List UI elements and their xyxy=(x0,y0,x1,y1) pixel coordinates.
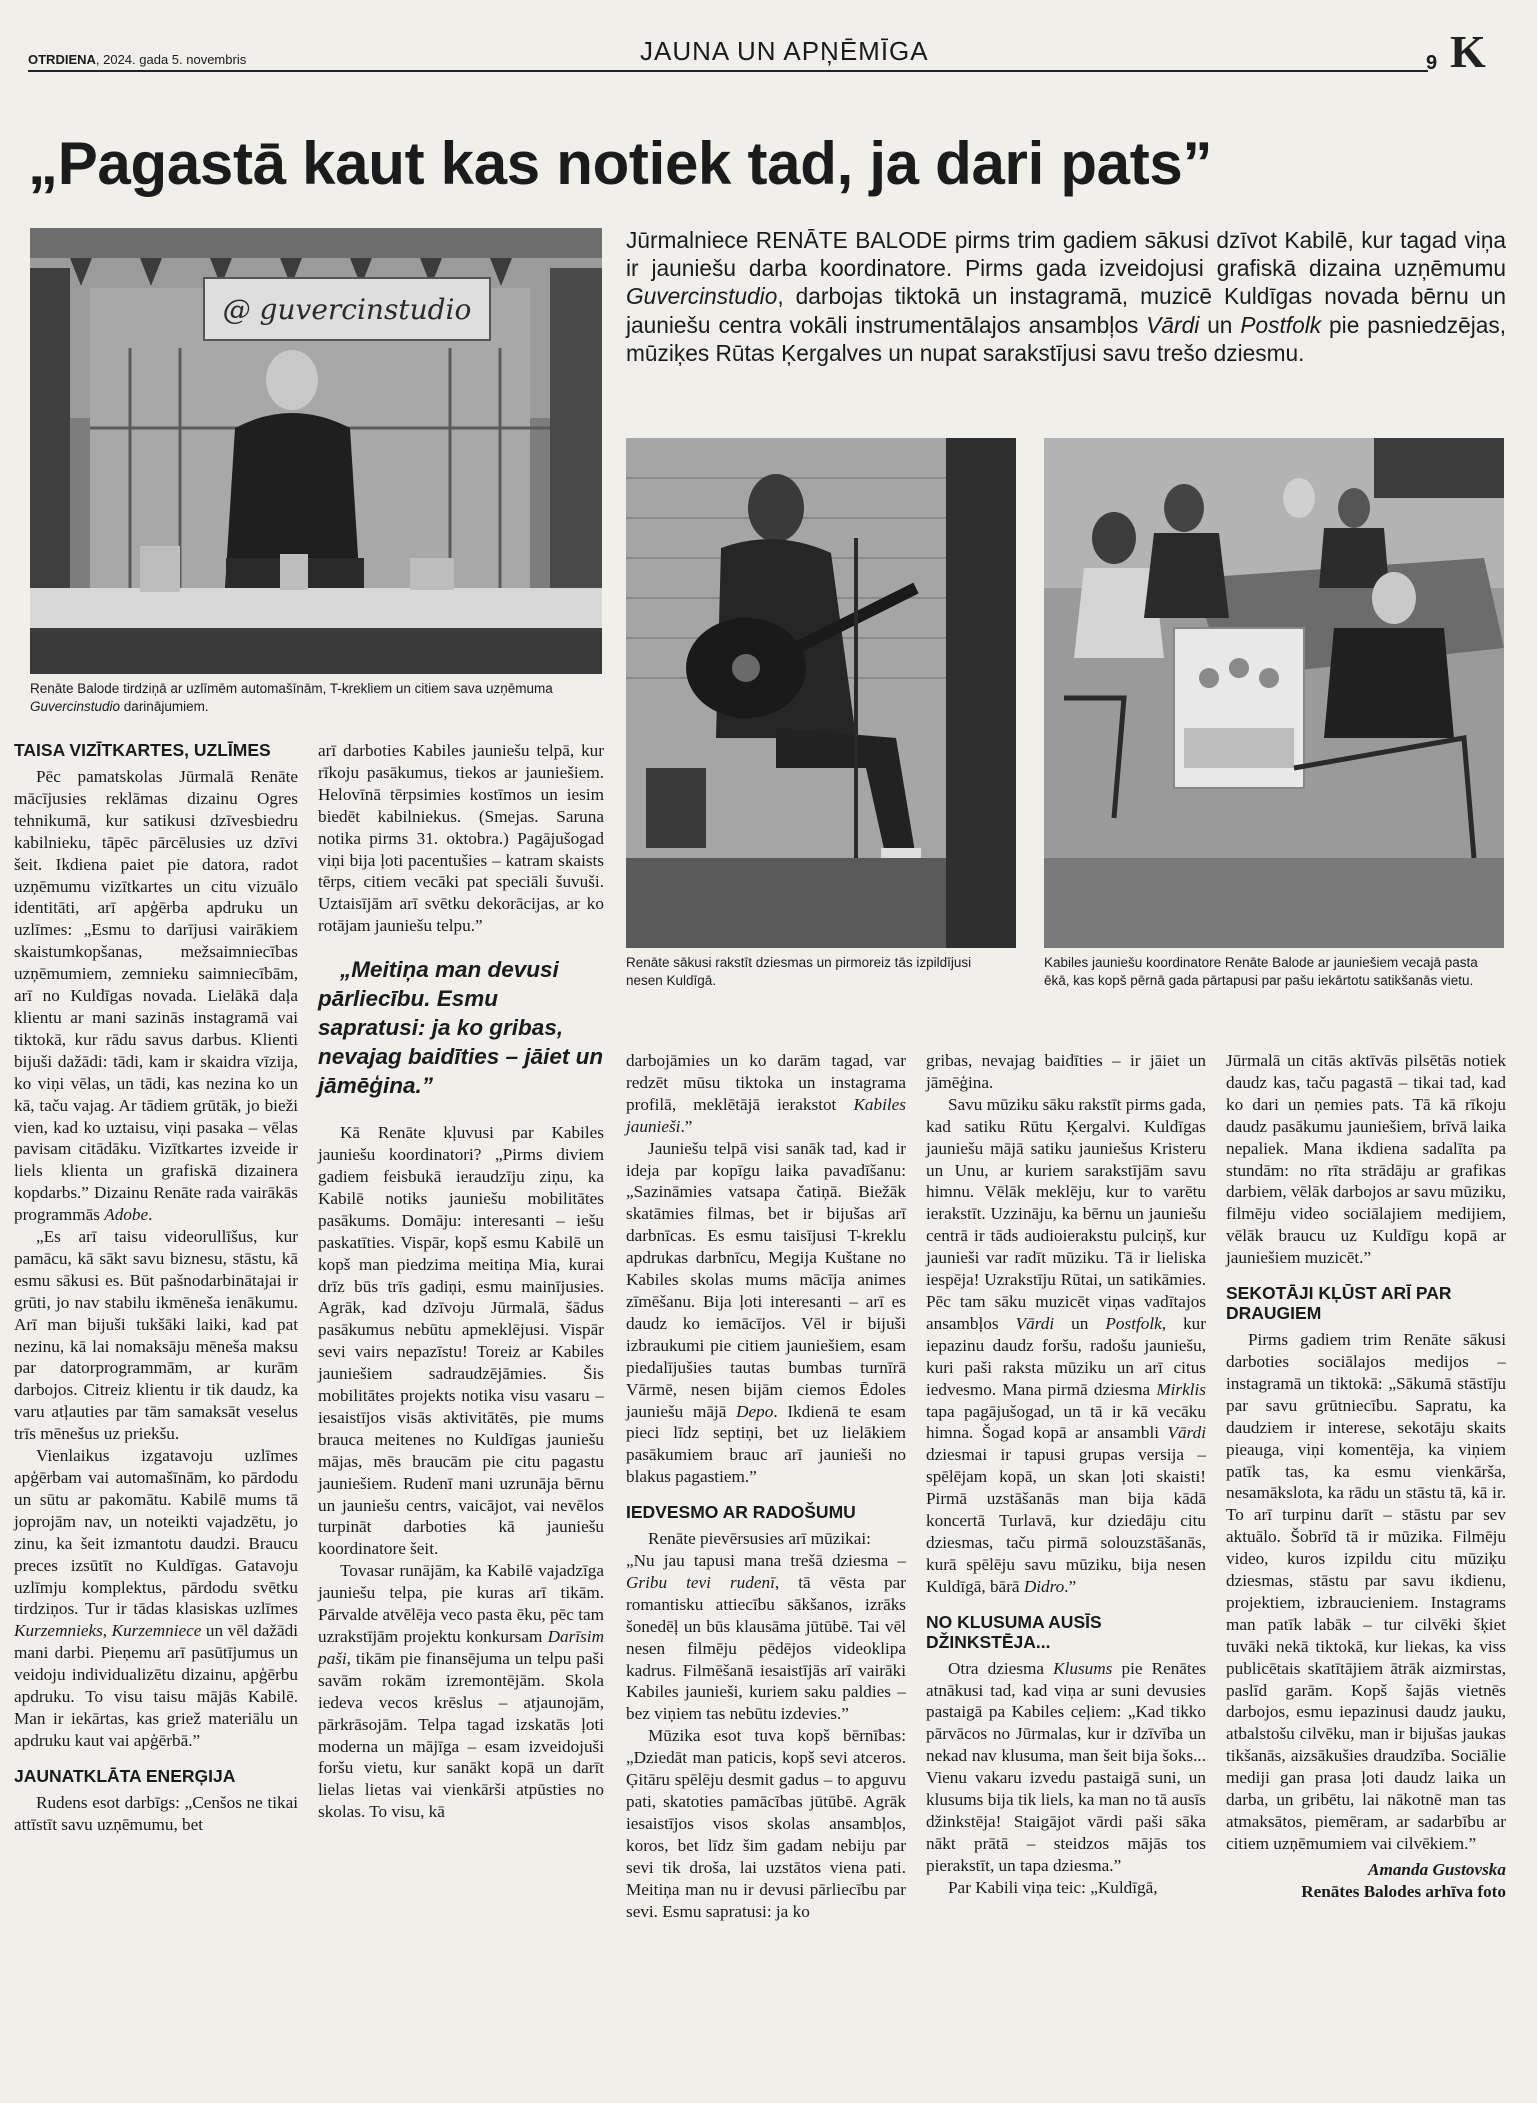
issue-date: OTRDIENA, 2024. gada 5. novembris xyxy=(28,52,247,67)
photo-credit: Renātes Balodes arhīva foto xyxy=(1301,1881,1506,1901)
article-column-2 xyxy=(318,740,604,1823)
paragraph: Kā Renāte kļuvusi par Kabiles jauniešu koordinatori? „Pirms diviem gadiem feisbukā ieraudzīju ziņu, ka Kabilē notiks jauniešu mobilitātes pasākums. Domāju: interesanti – iešu paskatīties. Vispār, kopš esmu Kabilē un kopš man piedzima meitiņa Mia, kurai drīz būs trīs gadiņi, esmu mainījusies. Agrāk, kad dzīvoju Jūrmalā, šādus pasākumus nebūtu apmeklējusi. Vispār sevi vairs nepazīstu! Toreiz ar Kabiles jauniešiem sadraudzējāmies. Šis mobilitātes projekts notika visu vasaru – iesaistījos visās aktivitātēs, pie mums brauca meitenes no Kuldīgas jauniešu mājas, mēs braucām pie citu pagastu jauniešiem. Rudenī mani uzrunāja bērnu un jauniešu centrs, vaicājot, vai nevēlos turpināt darboties kā jauniešu koordinatore šeit. xyxy=(318,1123,604,1559)
subhead-from-silence: NO KLUSUMA AUSĪS DŽINKSTĒJA... xyxy=(926,1611,1102,1652)
masthead-rule xyxy=(28,70,1428,72)
article-column-3 xyxy=(626,1050,906,1922)
photo-guitar xyxy=(626,438,1016,948)
paragraph: arī darboties Kabiles jauniešu telpā, kur rīkoju pasākumus, tiekos ar jauniešiem. Helovīnā tērpsimies kostīmos un iesim biedēt kabilniekus. (Smejas. Saruna notika pirms 31. oktobra.) Pagājušogad viņi bija ļoti pacentušies – katram skaists tērps, citiem vecāki pat speciāli šuvuši. Uztaisījām arī svētku dekorācijas, ar ko rotājam jauniešu telpu.” xyxy=(318,741,604,936)
article-column-4 xyxy=(926,1050,1206,1899)
section-title: JAUNA UN APŅĒMĪGA xyxy=(640,36,929,66)
subhead-followers-friends: SEKOTĀJI KĻŪST ARĪ PAR DRAUGIEM xyxy=(1226,1283,1452,1324)
subhead-new-energy: JAUNATKLĀTA ENERĢIJA xyxy=(14,1765,236,1786)
photo-market-stall-image xyxy=(30,228,602,674)
paragraph: darbojāmies un ko darām tagad, var redzēt mūsu tiktoka un instagrama profilā, meklētājā ierakstot Kabiles jaunieši.” xyxy=(626,1051,906,1136)
paragraph: Pirms gadiem trim Renāte sākusi darboties sociālajos medijos – instagramā un tiktokā: „Sākumā stāstīju par savu grūtniecību. Sapratu, ka daudziem ir interese, sekotāju skaits pieauga, viņi komentēja, ka viņiem patīk tas, ka esmu vienkārša, nesamākslota, ka rādu un stāstu tā, kā ir. To arī turpinu darīt – stāstu par sev aktuālo. Šobrīd tā ir mūzika. Filmēju video, kuros izpildu citu mūziķu dziesmas, stāstu par savu ikdienu, projektiem, izbraucieniem. Instagrams man patīk labāk – tur cilvēki šķiet tuvāki nekā tiktokā, kur liekas, ka viss publicētais skatītājiem ātrāk aizmirstas, paslīd garām. Kopš šajās vietnēs darbojos, esmu iepazinusi daudz jauku, atbalstošu cilvēku, man ir bijušas jaukas tikšanās, aizsākušies draudzība. Sociālie mediji gan prasa ļoti daudz laika un darba, un gribētu, lai nākotnē man tas atmaksātos, piemēram, ar sadarbību ar citiem uzņēmumiem vai cilvēkiem.” xyxy=(1226,1330,1506,1853)
paragraph: Mūzika esot tuva kopš bērnības: „Dziedāt man paticis, kopš sevi atceros. Ģitāru spēlēju desmit gadus – to apguvu pati, skatoties pamācības jūtūbē. Agrāk iesaistījos visos skolas ansambļos, koros, bet līdz šim gadam nebiju par sevi tik droša, lai uzstātos viena pati. Meitiņa man nu ir devusi pārliecību par sevi. Esmu sapratusi: ja ko xyxy=(626,1726,906,1921)
photo-youth-room xyxy=(1044,438,1504,948)
article-column-1 xyxy=(14,740,298,1836)
photo-youth-room-caption: Kabiles jauniešu koordinatore Renāte Balode ar jauniešiem vecajā pasta ēkā, kas kopš pērnā gada pārtapusi par pašu iekārtotu satikšanās vietu. xyxy=(1044,955,1478,988)
author-byline: Amanda Gustovska xyxy=(1367,1859,1506,1879)
paragraph: Vienlaikus izgatavoju uzlīmes apģērbam vai automašīnām, ko pārdodu un sūtu ar pakomātu. Kabilē mums tā joprojām nav, un noteikti vajadzētu, jo zinu, ka šeit izmantotu daudzi. Braucu preces izsūtīt no Kuldīgas. Gatavoju uzlīmju komplektus, pārdodu svētku tirdziņos. Tur ir tādas klasiskas uzlīmes Kurzemnieks, Kurzemniece un vēl dažādi mani darbi. Pieņemu arī pasūtījumus un veidoju individualizētu dizainu, apģērbu apdruku. To visu taisu mājās Kabilē. Man ir iekārtas, kas griež materiālu un apdruku kaut vai apģērbā.” xyxy=(14,1446,298,1750)
paragraph: Par Kabili viņa teic: „Kuldīgā, xyxy=(948,1877,1158,1897)
subhead-inspires: IEDVESMO AR RADOŠUMU xyxy=(626,1502,856,1523)
paragraph: Pēc pamatskolas Jūrmalā Renāte mācījusies reklāmas dizainu Ogres tehnikumā, kur satikusi dzīvesbiedru kabilnieku, tāpēc pārcēlusies uz dzīvi šeit. Ikdiena paiet pie datora, radot uzņēmumu vizītkartes un citu vizuālo identitāti, arī apģērba apdruku un uzlīmes: „Esmu to darījusi vairākiem skaistumkopšanas, mežsaimniecības uzņēmumiem, zemnieku saimniecībām, arī no Kuldīgas novada. Lielākā daļa klientu ar mani sazinās instagramā vai tiktokā, kur rādu savus darbus. Klienti bijuši dažādi: tādi, kam ir skaidra vīzija, ko viņi vēlas, un tādi, kas nezina ko un kā, taču vajag. Ar tādiem grūtāk, jo bieži vien, kad ko uztaisu, viņi pasaka – vēlas pavisam citādāku. Vizītkartes izveide ir liels klienta un grafiskā dizainera kopdarbs.” Dizainu Renāte rada vairākās programmās Adobe. xyxy=(14,767,298,1225)
paragraph: „Es arī taisu videorullīšus, kur pamācu, kā sākt savu biznesu, stāstu, kā esmu sākusi es. Būt pašnodarbinātajai ir grūti, jo nav stabilu ikmēneša ienākumu. Arī man bijuši tukšāki laiki, kad pat nezinu, kā lai nomaksāju mēneša maksu par datorprogrammām, ar kurām darbojos. Citreiz klientu ir tik daudz, ka varu atļauties par tām samaksāt veselus trīs mēnešus uz priekšu. xyxy=(14,1227,298,1444)
subhead-business-cards: TAISA VIZĪTKARTES, UZLĪMES xyxy=(14,740,271,760)
masthead xyxy=(28,26,1508,77)
paragraph: Renāte pievērsusies arī mūzikai: xyxy=(648,1529,871,1549)
page-number: 9 xyxy=(1426,52,1438,74)
headline: „Pagastā kaut kas notiek tad, ja dari pats” xyxy=(28,130,1213,197)
lede: Jūrmalniece RENĀTE BALODE pirms trim gadiem sākusi dzīvot Kabilē, kur tagad viņa ir jauniešu darba koordinatore. Pirms gada izveidojusi grafiskā dizaina uzņēmumu Guvercinstudio, darbojas tiktokā un instagramā, muzicē Kuldīgas novada bērnu un jauniešu centra vokāli instrumentālajos ansambļos Vārdi un Postfolk pie pasniedzējas, mūziķes Rūtas Ķergalves un nupat sarakstījusi savu trešo dziesmu. xyxy=(626,227,1507,366)
photo-market-stall xyxy=(30,228,602,674)
paragraph: Rudens esot darbīgs: „Cenšos ne tikai attīstīt savu uzņēmumu, bet xyxy=(14,1792,298,1834)
stall-sign-text: @ guvercinstudio xyxy=(222,293,472,326)
photo-guitar-image xyxy=(626,438,1016,948)
paragraph: Otra dziesma Klusums pie Renātes atnākusi tad, kad viņa ar suni devusies pastaigā pa Kabiles ceļiem: „Kad tikko pārvācos no Jūrmalas, kur ir dzīvība un nekad nav klusuma, man šeit bija šoks... Vienu vakaru izvedu pastaigā suni, un klusums bija tik liels, ka man no tā ausīs džinkstēja! Staigājot vārdi paši sāka nākt prātā – steidzos mājās tos pierakstīt, un tapa dziesma.” xyxy=(926,1658,1207,1875)
photo-guitar-caption: Renāte sākusi rakstīt dziesmas un pirmoreiz tās izpildījusi nesen Kuldīgā. xyxy=(626,955,972,988)
paragraph: gribas, nevajag baidīties – ir jāiet un jāmēģina. xyxy=(926,1051,1206,1092)
paragraph: Tovasar runājām, ka Kabilē vajadzīga jauniešu telpa, pie kuras arī tikām. Pārvalde atvēlēja veco pasta ēku, pēc tam uzrakstījām projektu konkursam Darīsim paši, tikām pie finansējuma un telpu paši savām rokām izremontējām. Skola iedeva vecos krēslus – atjaunojām, pārkrāsojām. Telpa tagad izskatās ļoti moderna un mājīga – esam izveidojuši foršu vietu, kur sanākt kopā un darīt lielas lietas vai vienkārši atpūsties no skolas. To visu, kā xyxy=(318,1561,604,1822)
pull-quote: „Meitiņa man devusi pārliecību. Esmu sapratusi: ja ko gribas, nevajag baidīties – jāiet un jāmēģina.” xyxy=(318,957,604,1099)
paragraph: Jauniešu telpā visi sanāk tad, kad ir ideja par kopīgu laika pavadīšanu: „Sazināmies vatsapa čatiņā. Biežāk skatāmies filmas, bet ir bijušas arī darbnīcas. Es esmu taisījusi T-kreklu apdrukas darbnīcu, Megija Kuštane no Kabiles skolas mums mācīja animes zīmēšanu. Bija ļoti interesanti – arī es daudz ko iemācījos. Vēl ir bijuši izbraukumi pie citiem jauniešiem, esam piedalījušies tautas bumbas turnīrā Vārmē, nesen bijām ciemos Ēdoles jauniešu mājā Depo. Ikdienā te esam pieci līdz septiņi, bet uz lielākiem pasākumiem brauc arī jaunieši no blakus pagastiem.” xyxy=(626,1138,906,1487)
paragraph: „Nu jau tapusi mana trešā dziesma – Gribu tevi rudenī, tā vēsta par romantisku attiecību sākšanos, izrāks šonedēļ un būs klausāma jūtūbē. Tai vēl nesen filmēju pēdējos videoklipa kadrus. Filmēšanā iesaistījās arī vairāki Kabiles jaunieši, kuriem saku paldies – bez viņiem tas nebūtu izdevies.” xyxy=(626,1551,906,1724)
photo-market-stall-caption: Renāte Balode tirdziņā ar uzlīmēm automašīnām, T-krekliem un citiem sava uzņēmuma Guvercinstudio darinājumiem. xyxy=(30,681,553,714)
paragraph: Savu mūziku sāku rakstīt pirms gada, kad satiku Rūtu Ķergalvi. Kuldīgas jauniešu mājā satiku jauniešus Kristeru un Unu, ar kuriem sarakstījām savu himnu. Vēlāk meklēju, kur to varētu ierakstīt. Uzzināju, ka bērnu un jauniešu centrā ir tāds audioierakstu pulciņš, kur jaunieši var radīt mūziku. Tā ir lieliska iespēja! Uzrakstīju Rūtai, un satikāmies. Pēc tam sāku muzicēt viņas vadītajos ansambļos Vārdi un Postfolk, kur iepazinu daudz foršu, radošu jauniešu, kuri paši raksta mūziku un arī citus iedvesmo. Mana pirmā dziesma Mirklis tapa pagājušogad, un tā ir kā vecāku himna. Šogad kopā ar ansambli Vārdi dziesmai ir tapusi grupas versija – spēlējam kopā, un skan ļoti skaisti! Pirmā uzstāšanās man bija kādā koncertā Turlavā, kur dziedāju citu dziesmas, taču pirmā solouzstāšanās, kurā spēlēju savu mūziku, bija nesen Kuldīgā, bārā Didro.” xyxy=(926,1094,1207,1596)
paragraph: Jūrmalā un citās aktīvās pilsētās notiek daudz kas, taču pagastā – tikai tad, kad ko dari un ņemies pats. Tā kā rīkoju daudz pasākumu jauniešiem, brīvā laika nepaliek. Mana ikdiena sadalīta pa stundām: no rīta strādāju ar grafikas darbiem, vēlāk darbojos ar savu mūziku, filmēju video sociālajiem medijiem, vēlāk braucu uz Kuldīgu kopā ar jauniešiem muzicēt.” xyxy=(1226,1051,1506,1268)
photo-youth-room-image xyxy=(1044,438,1504,948)
newspaper-logo-icon: K xyxy=(1450,26,1486,77)
article-column-5 xyxy=(1226,1050,1506,1903)
